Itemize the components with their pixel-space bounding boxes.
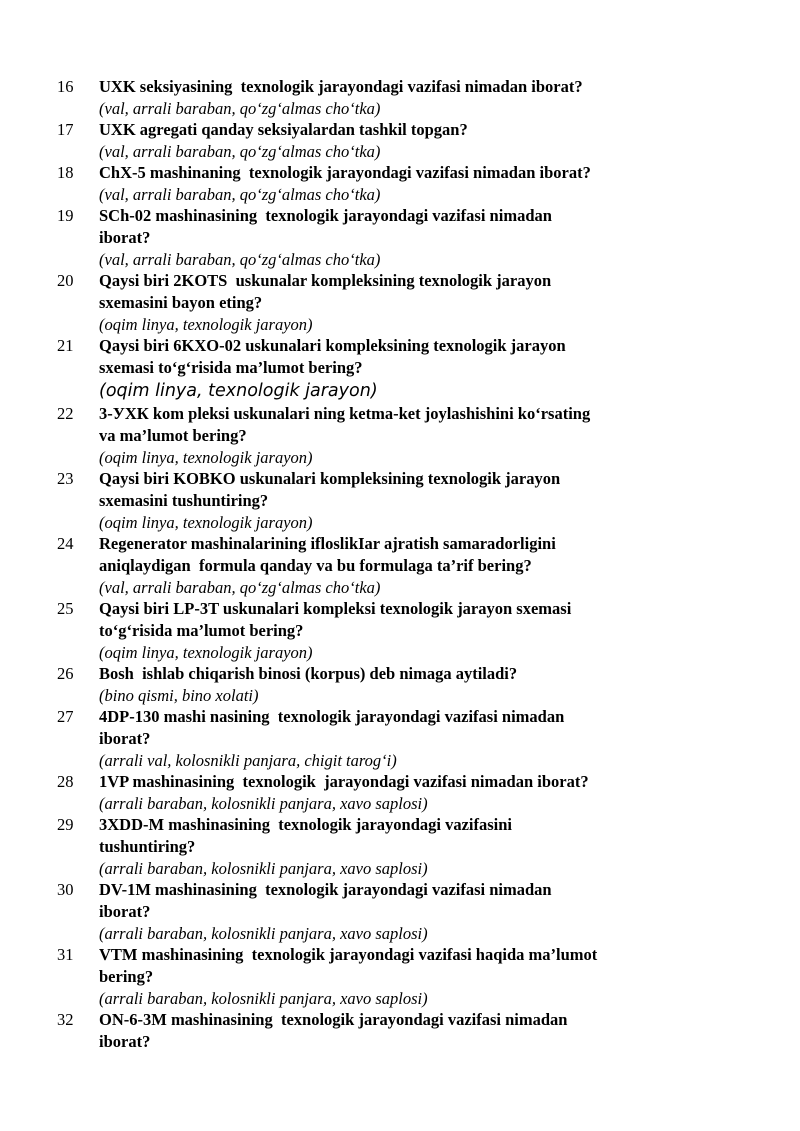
question-item xyxy=(0,879,800,944)
answer-hint: (oqim linya, texnologik jarayon) xyxy=(99,643,313,662)
question-text: SCh-02 mashinasining texnologik jarayondagi vazifasi nimadan iborat? xyxy=(99,206,552,247)
answer-hint: (bino qismi, bino xolati) xyxy=(99,686,259,705)
answer-hint: (val, arrali baraban, qo‘zg‘almas cho‘tka) xyxy=(99,185,381,204)
question-number: 20 xyxy=(57,271,74,290)
question-number: 30 xyxy=(57,880,74,899)
question-text: ChX-5 mashinaning texnologik jarayondagi vazifasi nimadan iborat? xyxy=(99,163,591,182)
question-text: 1VP mashinasining texnologik jarayondagi vazifasi nimadan iborat? xyxy=(99,772,589,791)
question-text: Qaysi biri LP-3T uskunalari kompleksi texnologik jarayon sxemasi to‘g‘risida ma’lumot bering? xyxy=(99,599,572,640)
answer-hint: (arrali baraban, kolosnikli panjara, xavo saplosi) xyxy=(99,989,428,1008)
question-number: 23 xyxy=(57,469,74,488)
question-number: 32 xyxy=(57,1010,74,1029)
question-item xyxy=(0,119,800,162)
question-text: DV-1M mashinasining texnologik jarayondagi vazifasi nimadan iborat? xyxy=(99,880,552,921)
question-item xyxy=(0,76,800,119)
question-item xyxy=(0,162,800,205)
question-item xyxy=(0,403,800,468)
answer-hint: (oqim linya, texnologik jarayon) xyxy=(99,448,313,467)
question-text: VTM mashinasining texnologik jarayondagi vazifasi haqida ma’lumot bering? xyxy=(99,945,598,986)
answer-hint: (oqim linya, texnologik jarayon) xyxy=(99,381,378,401)
answer-hint: (oqim linya, texnologik jarayon) xyxy=(99,513,313,532)
question-item xyxy=(0,205,800,270)
answer-hint: (val, arrali baraban, qo‘zg‘almas cho‘tka) xyxy=(99,578,381,597)
question-item xyxy=(0,533,800,598)
question-number: 31 xyxy=(57,945,74,964)
question-item xyxy=(0,814,800,879)
answer-hint: (arrali baraban, kolosnikli panjara, xavo saplosi) xyxy=(99,859,428,878)
question-item xyxy=(0,468,800,533)
question-text: ON-6-3M mashinasining texnologik jarayondagi vazifasi nimadan iborat? xyxy=(99,1010,568,1051)
question-text: Qaysi biri 2KOTS uskunalar kompleksining texnologik jarayon sxemasini bayon eting? xyxy=(99,271,552,312)
question-number: 19 xyxy=(57,206,74,225)
question-text: Qaysi biri KOBKO uskunalari kompleksining texnologik jarayon sxemasini tushuntiring? xyxy=(99,469,561,510)
question-number: 26 xyxy=(57,664,74,683)
question-item xyxy=(0,706,800,771)
question-number: 29 xyxy=(57,815,74,834)
question-item xyxy=(0,335,800,403)
answer-hint: (val, arrali baraban, qo‘zg‘almas cho‘tka) xyxy=(99,99,381,118)
answer-hint: (arrali baraban, kolosnikli panjara, xavo saplosi) xyxy=(99,924,428,943)
question-number: 22 xyxy=(57,404,74,423)
question-text: Regenerator mashinalarining ifloslikIar ajratish samaradorligini aniqlaydigan formula qanday va bu formulaga ta’rif bering? xyxy=(99,534,556,575)
question-text: Bosh ishlab chiqarish binosi (korpus) deb nimaga aytiladi? xyxy=(99,664,518,683)
question-text: UXK seksiyasining texnologik jarayondagi vazifasi nimadan iborat? xyxy=(99,77,583,96)
question-item xyxy=(0,663,800,706)
question-item xyxy=(0,270,800,335)
question-text: 4DP-130 mashi nasining texnologik jarayondagi vazifasi nimadan iborat? xyxy=(99,707,565,748)
question-number: 18 xyxy=(57,163,74,182)
question-text: 3XDD-M mashinasining texnologik jarayondagi vazifasini tushuntiring? xyxy=(99,815,512,856)
question-text: 3-УХК kom pleksi uskunalari ning ketma-ket joylashishini ko‘rsating va ma’lumot bering? xyxy=(99,404,591,445)
answer-hint: (val, arrali baraban, qo‘zg‘almas cho‘tka) xyxy=(99,250,381,269)
answer-hint: (arrali baraban, kolosnikli panjara, xavo saplosi) xyxy=(99,794,428,813)
question-number: 24 xyxy=(57,534,74,553)
question-item xyxy=(0,944,800,1009)
answer-hint: (oqim linya, texnologik jarayon) xyxy=(99,315,313,334)
question-number: 16 xyxy=(57,77,74,96)
question-item xyxy=(0,1009,800,1053)
question-text: Qaysi biri 6KXO-02 uskunalari kompleksining texnologik jarayon sxemasi to‘g‘risida ma’lumot bering? xyxy=(99,336,566,377)
question-item xyxy=(0,598,800,663)
question-text: UXK agregati qanday seksiyalardan tashkil topgan? xyxy=(99,120,468,139)
question-item xyxy=(0,771,800,814)
question-number: 28 xyxy=(57,772,74,791)
answer-hint: (arrali val, kolosnikli panjara, chigit tarog‘i) xyxy=(99,751,397,770)
document-page xyxy=(0,76,800,1053)
question-number: 21 xyxy=(57,336,74,355)
question-number: 17 xyxy=(57,120,74,139)
question-number: 27 xyxy=(57,707,74,726)
answer-hint: (val, arrali baraban, qo‘zg‘almas cho‘tka) xyxy=(99,142,381,161)
question-number: 25 xyxy=(57,599,74,618)
